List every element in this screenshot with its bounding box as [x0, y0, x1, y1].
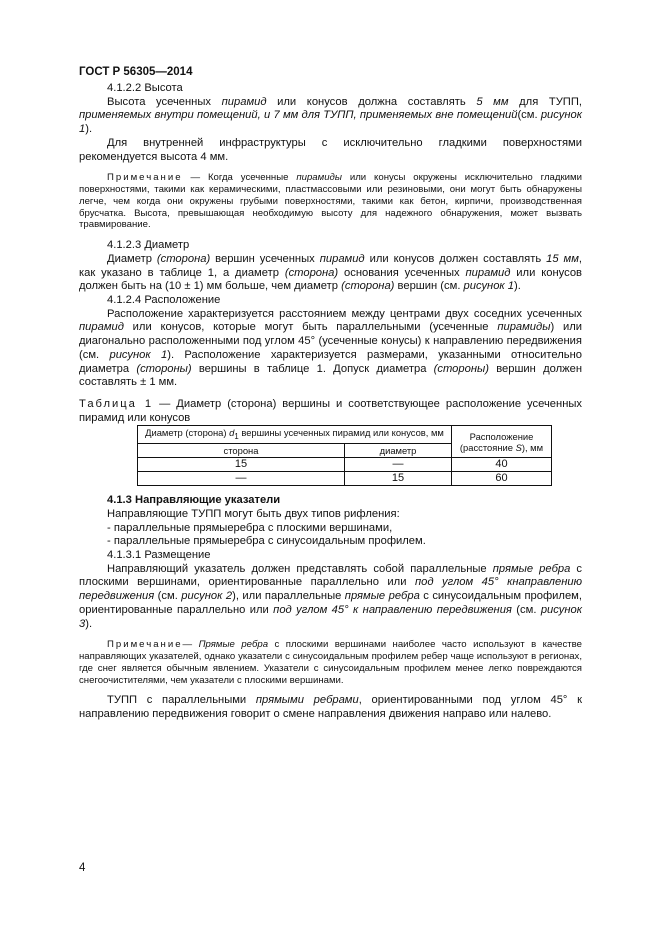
page-number: 4 [79, 862, 86, 874]
section-4-1-2-4-heading: 4.1.2.4 Расположение [107, 294, 221, 307]
inner-infrastructure-paragraph: Для внутренней инфраструктуры с исключительно гладкими поверхностями рекомендуется высота 4 мм. [79, 136, 582, 163]
text-run: Направляющий указатель должен представлять собой параллельные [107, 562, 493, 575]
text-run-italic: S [515, 441, 522, 453]
text-run: Расположение (расстояние [459, 430, 534, 453]
table-row [138, 458, 552, 472]
text-run: Диаметр (сторона) [145, 427, 230, 439]
text-run: ), или параллельные [232, 590, 345, 603]
text-run: с синусоидальным профилем, ориентированные параллельно или [79, 590, 582, 616]
note-label: Примечание [107, 172, 183, 184]
text-run: ТУПП с параллельными [107, 694, 256, 707]
text-run: ). [514, 280, 521, 293]
text-run-italic: рисунок 1 [79, 109, 582, 136]
text-run: ) или диагонально расположенными под углом 45° (усеченные конусы) к направлению передвижения (см. [79, 321, 582, 361]
text-run-italic: под углом 45° кнаправлению передвижения [79, 576, 582, 603]
text-run: , как указано в таблице 1, а диаметр [79, 252, 582, 279]
table-subheader-diameter: диаметр [345, 444, 452, 458]
section-4-1-2-3-heading: 4.1.2.3 Диаметр [107, 239, 190, 252]
section-4-1-3-1-heading: 4.1.3.1 Размещение [107, 549, 211, 562]
text-run: вершины усеченных пирамид или конусов, мм [238, 427, 444, 439]
text-run-italic: пирамид [465, 266, 511, 279]
text-run: или конусов должен составлять [364, 252, 547, 265]
text-run-italic: пирамиды [296, 172, 342, 184]
text-run-italic: 15 мм [546, 252, 579, 265]
table-header-diameter [138, 426, 452, 444]
text-run: основания усеченных [338, 266, 466, 279]
text-run: ). [85, 123, 93, 136]
text-run-italic: (стороны) [433, 362, 489, 375]
text-run: — Когда усеченные [182, 172, 297, 184]
text-run-italic: прямыми ребрами [255, 694, 359, 707]
text-run-italic: применяемых внутри помещений, и 7 мм для ТУПП, применяемых вне помещений [79, 109, 518, 122]
text-run-italic: (сторона) [284, 266, 339, 279]
table-cell-diameter: — [345, 458, 452, 472]
text-run-italic: под углом 45° к направлению передвижения [273, 603, 512, 616]
text-run-italic: (сторона) [341, 280, 395, 293]
table-row [138, 472, 552, 486]
guide-types-paragraph: Направляющие ТУПП могут быть двух типов рифления: [107, 507, 400, 520]
text-run-italic: пирамид [79, 321, 124, 334]
table-cell-position: 60 [452, 472, 552, 486]
text-run: вершин должен составлять ± 1 мм. [79, 362, 583, 389]
text-run: , ориентированными под углом 45° к направлению передвижения говорит о смене направления движения направо или налево. [79, 694, 583, 721]
text-run: (см. [154, 590, 182, 603]
document-body [79, 82, 582, 722]
subscript: 1 [234, 432, 239, 442]
text-run-italic: пирамиды [497, 321, 551, 334]
text-run: вершин (см. [394, 280, 464, 293]
text-run: ). Расположение характеризуется размерами, указанными относительно диаметра [79, 348, 583, 375]
note-2 [79, 639, 582, 686]
table-1-caption [79, 398, 582, 425]
table-subheader-side: сторона [138, 444, 345, 458]
final-paragraph [79, 694, 582, 721]
text-run: для ТУПП, [508, 95, 582, 108]
text-run-italic: рисунок 3 [79, 603, 582, 630]
text-run: (см. [517, 109, 541, 122]
text-run: с плоскими вершинами наиболее часто используют в качестве направляющих указателей, однако указатели с синусоидальным профилем ребер чаще используют в регионах, где снег является обычным явлением. Указатели с синусоидальным профилем менее легко повреждаются снегоочистителями, чем указатели с плоскими вершинами. [79, 639, 583, 686]
table-label: Таблица 1 [79, 397, 154, 410]
table-cell-diameter: 15 [345, 472, 452, 486]
table-header-row [138, 426, 552, 444]
text-run-italic: 5 мм [476, 95, 509, 108]
text-run: — [182, 639, 199, 651]
text-run-italic: рисунок 1 [109, 348, 168, 361]
section-4-1-2-2-heading: 4.1.2.2 Высота [107, 82, 183, 94]
table-cell-side: — [138, 472, 345, 486]
text-run-italic: пирамид [221, 95, 267, 108]
text-run-italic: (стороны) [136, 362, 192, 375]
height-paragraph [79, 96, 582, 137]
table-cell-position: 40 [452, 458, 552, 472]
text-run: (см. [511, 603, 541, 616]
text-run-italic: прямые ребра [344, 590, 420, 603]
guide-type-item-1: - параллельные прямыеребра с плоскими вершинами, [107, 521, 393, 534]
table-cell-side: 15 [138, 458, 345, 472]
text-run-italic: рисунок 1 [463, 280, 515, 293]
arrangement-paragraph [79, 308, 582, 390]
text-run-italic: пирамид [319, 252, 365, 265]
table-header-position [452, 426, 552, 458]
text-run: вершины в таблице 1. Допуск диаметра [191, 362, 434, 375]
text-run: Расположение характеризуется расстоянием между центрами двух соседних усеченных [107, 307, 582, 320]
text-run: вершин усеченных [210, 252, 320, 265]
text-run: ), мм [521, 441, 544, 453]
text-run: или конусов должна составлять [266, 95, 477, 108]
text-run: с плоскими вершинами, ориентированные параллельно или [79, 562, 582, 589]
text-run-italic: Прямые ребра [198, 639, 269, 651]
document-header: ГОСТ Р 56305—2014 [79, 66, 193, 78]
text-run-italic: d [229, 427, 235, 439]
text-run-italic: рисунок 2 [181, 590, 233, 603]
text-run: или конусов должен быть на (10 ± 1) мм больше, чем диаметр [79, 266, 582, 293]
table-caption-text: — Диаметр (сторона) вершины и соответствующее расположение усеченных пирамид или конусов [79, 397, 583, 424]
text-run: или конусов, которые могут быть параллельными (усеченные [123, 321, 498, 334]
note-1 [79, 172, 582, 231]
text-run-italic: прямые ребра [492, 562, 571, 575]
note-label: Примечание [107, 639, 183, 651]
diameter-paragraph [79, 253, 582, 294]
text-run: Диаметр [107, 252, 157, 265]
section-4-1-3-heading: 4.1.3 Направляющие указатели [107, 494, 281, 507]
text-run: или конусы окружены исключительно гладкими поверхностями, такими как керамическими, пластмассовыми или резиновыми, они могут быть обнаружены легче, чем когда они окружены грубыми поверхностями, такими как бетон, кирпичи, производственная брусчатка. Высота, превышающая необходимую высоту для надежного обнаружения, может вызвать травмирование. [79, 172, 582, 231]
text-run: Высота усеченных [107, 95, 222, 108]
table-1 [137, 425, 552, 486]
guide-type-item-2: - параллельные прямыеребра с синусоидальным профилем. [107, 535, 426, 548]
text-run: ). [85, 617, 93, 630]
text-run-italic: (сторона) [156, 252, 211, 265]
placement-paragraph [79, 563, 582, 632]
